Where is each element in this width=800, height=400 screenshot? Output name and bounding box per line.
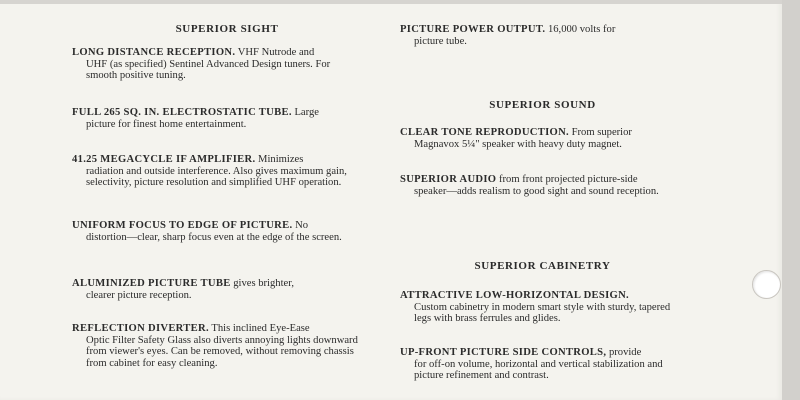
- feature-text-start: provide: [606, 347, 642, 358]
- feature-up-front-controls: [400, 347, 680, 382]
- feature-title: CLEAR TONE REPRODUCTION.: [400, 127, 569, 138]
- feature-title: 41.25 MEGACYCLE IF AMPLIFIER.: [72, 154, 256, 165]
- feature-text-start: from front projected picture-side: [496, 174, 638, 185]
- binder-punch-hole: [752, 270, 781, 299]
- feature-text: clearer picture reception.: [86, 289, 192, 301]
- feature-text: Custom cabinetry in modern smart style with sturdy, tapered legs with brass ferrules and glides.: [414, 301, 671, 325]
- feature-text-start: No: [292, 220, 309, 231]
- feature-text: picture tube.: [414, 35, 467, 47]
- feature-low-horizontal-design: [400, 290, 680, 325]
- feature-text-start: gives brighter,: [230, 278, 294, 289]
- feature-title: LONG DISTANCE RECEPTION.: [72, 47, 236, 58]
- feature-text-start: 16,000 volts for: [545, 24, 616, 35]
- superior-sight-heading: SUPERIOR SIGHT: [175, 23, 279, 35]
- feature-title: PICTURE POWER OUTPUT.: [400, 24, 546, 35]
- feature-text-start: Large: [291, 107, 319, 118]
- feature-clear-tone: [400, 127, 680, 150]
- feature-electrostatic-tube: [72, 107, 372, 130]
- feature-text: distortion—clear, sharp focus even at the edge of the screen.: [86, 231, 342, 243]
- feature-title: REFLECTION DIVERTER.: [72, 323, 209, 334]
- feature-title: ATTRACTIVE LOW-HORIZONTAL DESIGN.: [400, 290, 629, 301]
- feature-text-start: Minimizes: [255, 154, 304, 165]
- feature-title: ALUMINIZED PICTURE TUBE: [72, 278, 231, 289]
- feature-reflection-diverter: [72, 323, 367, 369]
- top-edge: [0, 0, 800, 4]
- feature-title: UP-FRONT PICTURE SIDE CONTROLS,: [400, 347, 607, 358]
- feature-text: picture for finest home entertainment.: [86, 118, 247, 130]
- feature-title: FULL 265 SQ. IN. ELECTROSTATIC TUBE.: [72, 107, 292, 118]
- feature-superior-audio: [400, 174, 680, 197]
- feature-long-distance: [72, 47, 362, 82]
- feature-text-start: From superior: [568, 127, 632, 138]
- feature-power-output: [400, 24, 680, 47]
- feature-if-amplifier: [72, 154, 362, 189]
- page-edge: [782, 0, 800, 400]
- feature-aluminized-tube: [72, 278, 362, 301]
- feature-text: UHF (as specified) Sentinel Advanced Design tuners. For smooth positive tuning.: [86, 58, 331, 82]
- superior-sound-heading: SUPERIOR SOUND: [489, 99, 596, 111]
- feature-text: Optic Filter Safety Glass also diverts annoying lights downward from viewer's eyes. Can be removed, without removing chassis from cabinet for easy cleaning.: [86, 334, 358, 369]
- superior-cabinetry-heading: SUPERIOR CABINETRY: [474, 260, 611, 272]
- feature-text-start: This inclined Eye-Ease: [208, 323, 310, 334]
- feature-text: Magnavox 5¼" speaker with heavy duty magnet.: [414, 138, 622, 150]
- feature-title: UNIFORM FOCUS TO EDGE OF PICTURE.: [72, 220, 293, 231]
- feature-text: for off-on volume, horizontal and vertical stabilization and picture refinement and contrast.: [414, 358, 663, 382]
- feature-text-start: VHF Nutrode and: [235, 47, 315, 58]
- feature-uniform-focus: [72, 220, 362, 243]
- feature-text: radiation and outside interference. Also gives maximum gain, selectivity, picture resolution and simplified UHF operation.: [86, 165, 347, 189]
- feature-title: SUPERIOR AUDIO: [400, 174, 497, 185]
- feature-text: speaker—adds realism to good sight and sound reception.: [414, 185, 659, 197]
